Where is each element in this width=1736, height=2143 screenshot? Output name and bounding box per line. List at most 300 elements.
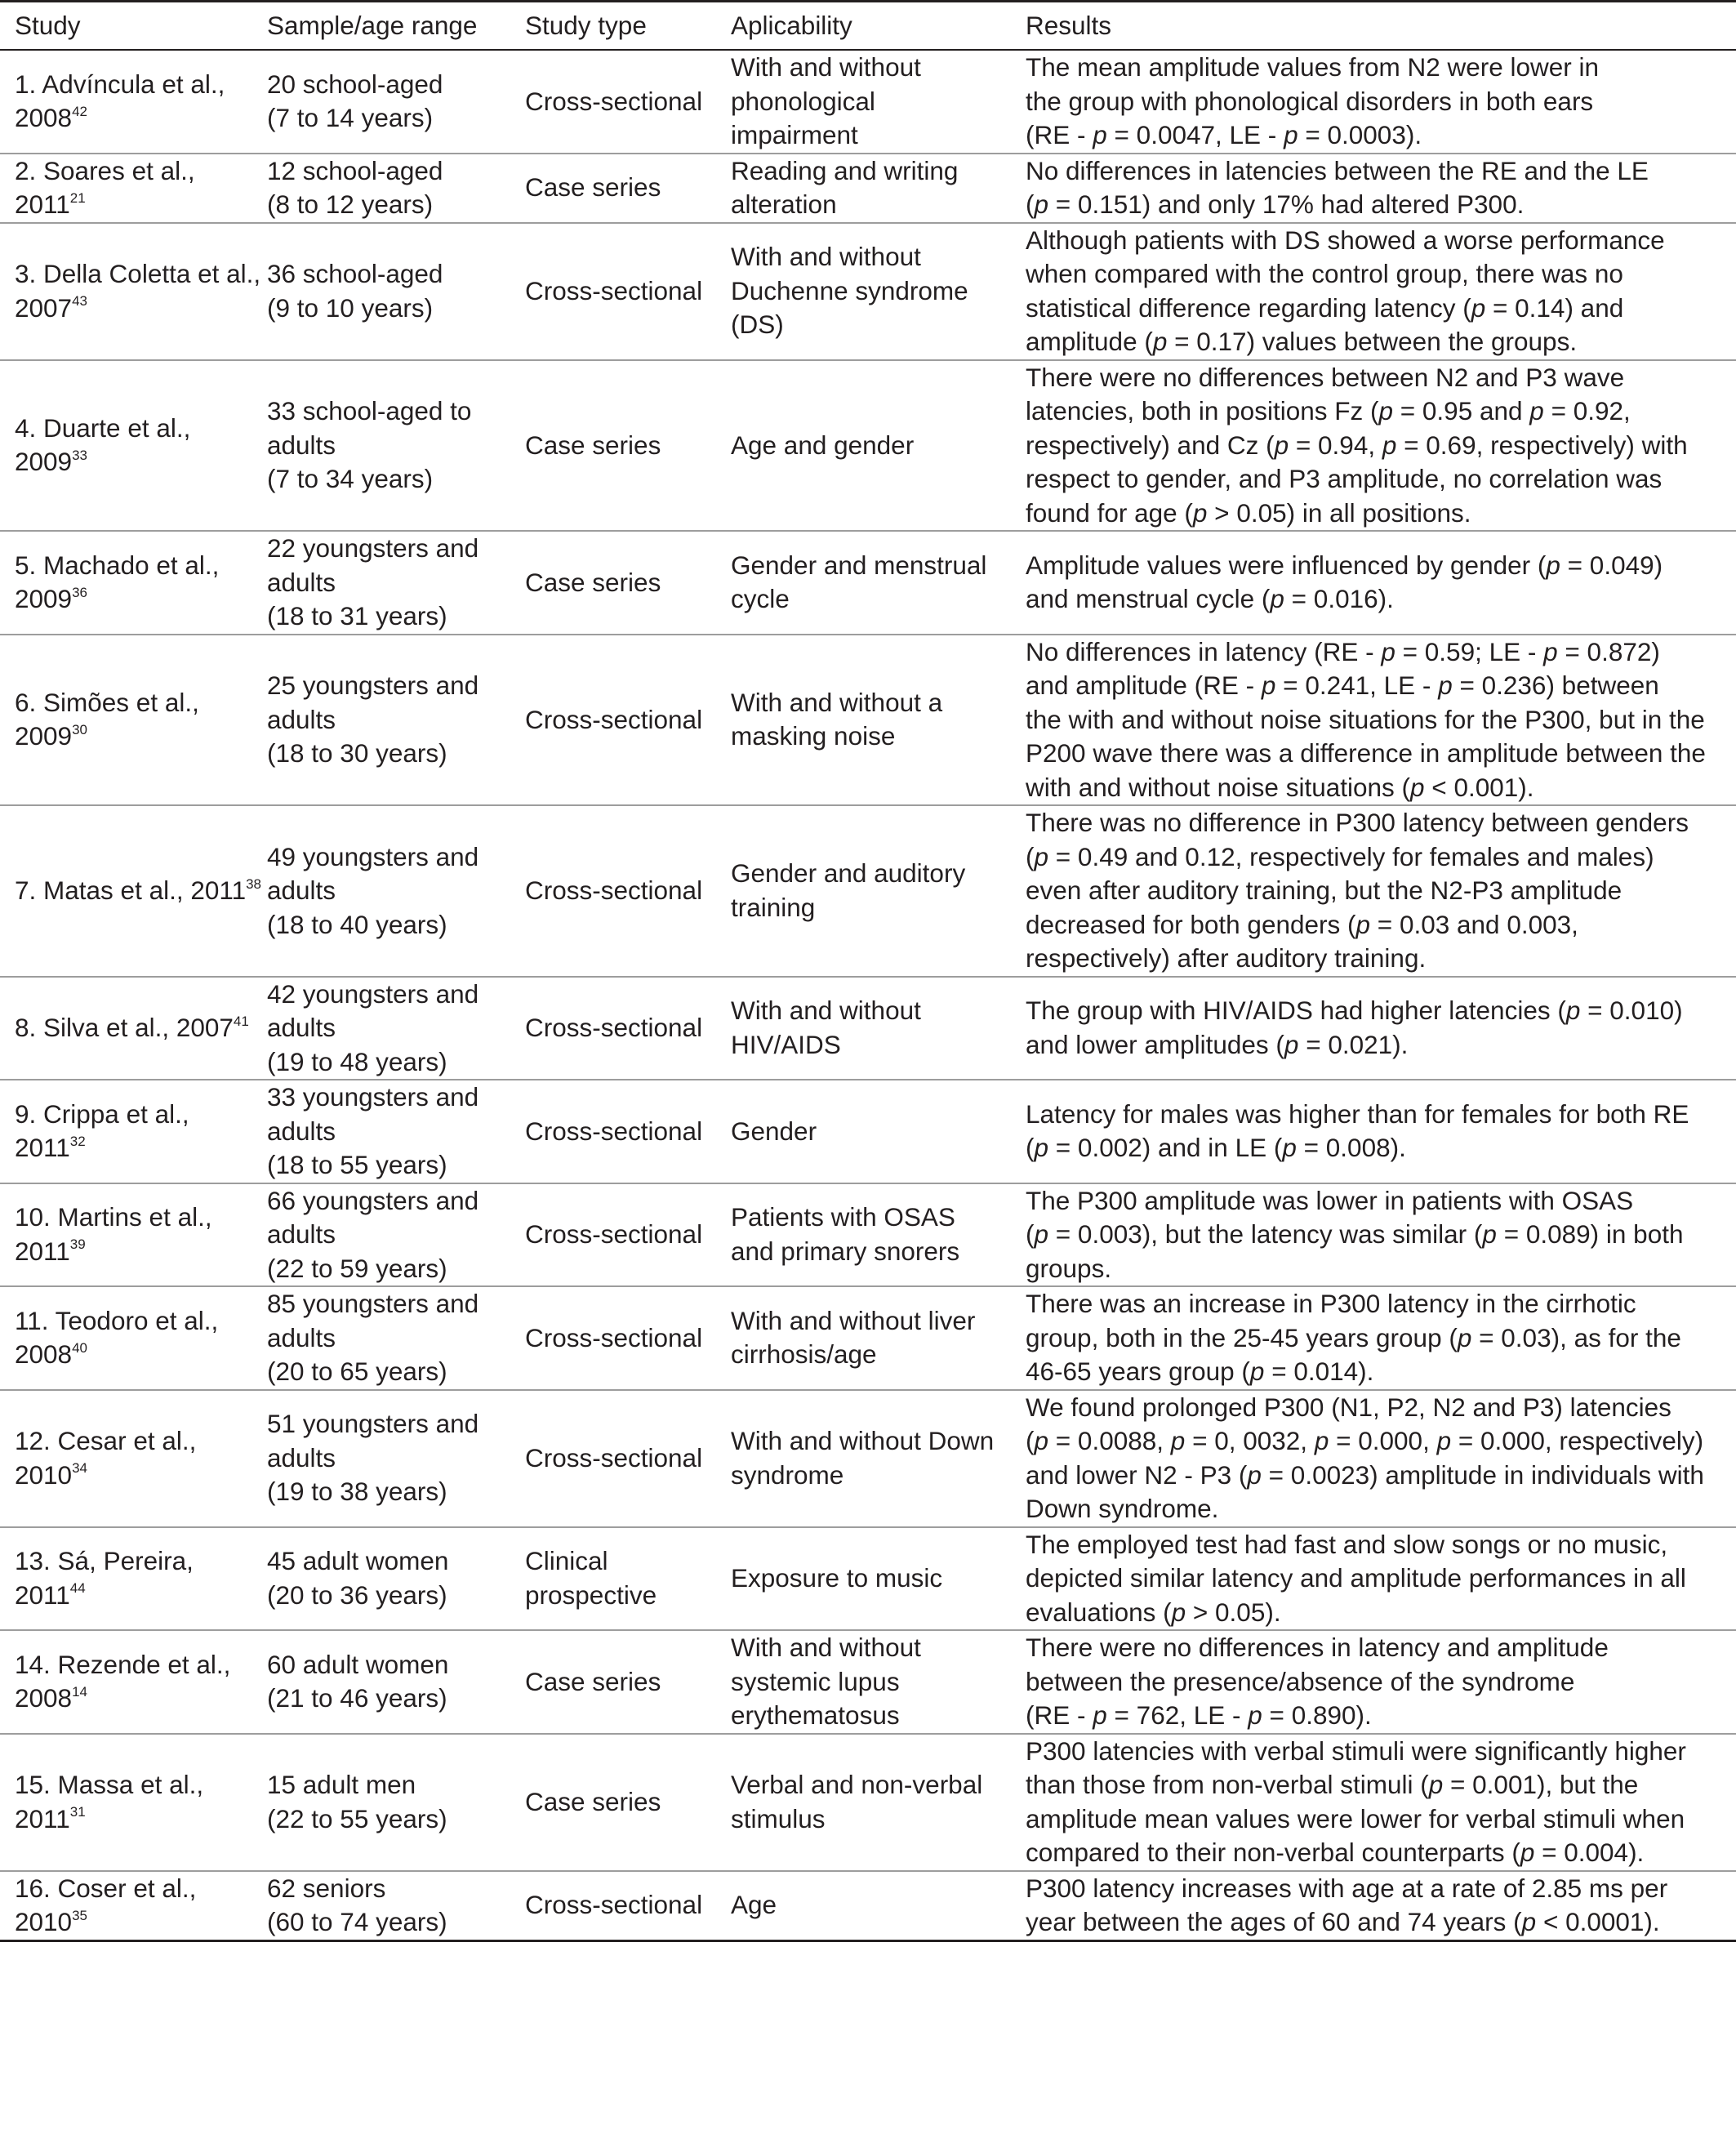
sample-cell-line: (20 to 65 years) bbox=[267, 1357, 447, 1386]
p-value-symbol: p bbox=[1034, 841, 1049, 871]
applicability-cell-line: Duchenne syndrome bbox=[731, 275, 968, 305]
sample-cell bbox=[267, 805, 525, 977]
table-row bbox=[0, 1630, 1736, 1734]
study-cell bbox=[0, 1527, 267, 1631]
study-cell-line: 16. Coser et al., bbox=[15, 1873, 197, 1903]
header-sample: Sample/age range bbox=[267, 2, 525, 51]
table-row bbox=[0, 154, 1736, 223]
sample-cell-line: 66 youngsters and bbox=[267, 1185, 479, 1215]
study-cell bbox=[0, 154, 267, 223]
p-value-symbol: p bbox=[1034, 1426, 1049, 1455]
applicability-cell-line: impairment bbox=[731, 120, 858, 149]
reference-number: 40 bbox=[72, 1339, 87, 1356]
study-cell-line: 2011$^{44}$ bbox=[15, 1579, 86, 1610]
study-cell bbox=[0, 1183, 267, 1287]
results-cell-line: (RE - p = 0.0047, LE - p = 0.0003). bbox=[1026, 120, 1422, 149]
p-value-symbol: p bbox=[1546, 550, 1560, 580]
results-cell-line: between the presence/absence of the syndrome bbox=[1026, 1666, 1575, 1696]
sample-cell bbox=[267, 531, 525, 635]
sample-cell-line: (60 to 74 years) bbox=[267, 1907, 447, 1936]
results-cell-line: the group with phonological disorders in both ears bbox=[1026, 86, 1594, 116]
applicability-cell-line: With and without bbox=[731, 242, 921, 272]
p-value-symbol: p bbox=[1284, 120, 1298, 149]
sample-cell-line: adults bbox=[267, 875, 336, 905]
sample-cell bbox=[267, 360, 525, 532]
table-row bbox=[0, 223, 1736, 360]
p-value-symbol: p bbox=[1282, 1133, 1297, 1163]
applicability-cell-line: Age and gender bbox=[731, 430, 915, 460]
results-cell bbox=[1026, 635, 1736, 806]
sample-cell-line: 51 youngsters and bbox=[267, 1409, 479, 1439]
sample-cell-line: (19 to 38 years) bbox=[267, 1477, 447, 1507]
study-cell-line: 1. Advíncula et al., bbox=[15, 69, 225, 99]
p-value-symbol: p bbox=[1543, 636, 1558, 666]
reference-number: 31 bbox=[69, 1804, 86, 1820]
p-value-symbol: p bbox=[1261, 671, 1276, 700]
sample-cell-line: (20 to 36 years) bbox=[267, 1579, 447, 1610]
header-results: Results bbox=[1026, 2, 1736, 51]
table-row bbox=[0, 1080, 1736, 1183]
sample-cell-line: 60 adult women bbox=[267, 1649, 449, 1679]
study-cell bbox=[0, 1390, 267, 1527]
table-row bbox=[0, 977, 1736, 1080]
applicability-cell bbox=[731, 805, 1026, 977]
results-cell-line: respect to gender, and P3 amplitude, no correlation was bbox=[1026, 464, 1663, 493]
study-cell-line: 2008$^{14}$ bbox=[15, 1683, 87, 1713]
results-cell-line: when compared with the control group, there was no bbox=[1026, 259, 1623, 288]
results-cell bbox=[1026, 977, 1736, 1080]
results-cell bbox=[1026, 1734, 1736, 1871]
results-cell-line: There was no difference in P300 latency between genders bbox=[1026, 808, 1689, 837]
study-type-cell bbox=[525, 1527, 731, 1631]
study-cell bbox=[0, 223, 267, 360]
sample-cell-line: (22 to 55 years) bbox=[267, 1803, 447, 1833]
study-cell-line: 2011$^{39}$ bbox=[15, 1236, 86, 1266]
table-row bbox=[0, 531, 1736, 635]
applicability-cell-line: erythematosus bbox=[731, 1700, 900, 1730]
study-cell-line: 5. Machado et al., bbox=[15, 550, 220, 580]
results-cell-line: latencies, both in positions Fz (p = 0.95 and p = 0.92, bbox=[1026, 396, 1631, 425]
applicability-cell-line: systemic lupus bbox=[731, 1666, 900, 1696]
p-value-symbol: p bbox=[1249, 1357, 1265, 1386]
sample-cell-line: (22 to 59 years) bbox=[267, 1253, 447, 1283]
results-cell bbox=[1026, 1390, 1736, 1527]
applicability-cell bbox=[731, 223, 1026, 360]
p-value-symbol: p bbox=[1270, 584, 1284, 614]
sample-cell-line: (18 to 40 years) bbox=[267, 909, 447, 939]
study-cell bbox=[0, 50, 267, 154]
p-value-symbol: p bbox=[1093, 1700, 1107, 1730]
sample-cell-line: adults bbox=[267, 1013, 336, 1042]
results-cell-line: The group with HIV/AIDS had higher latencies (p = 0.010) bbox=[1026, 996, 1683, 1026]
study-cell-line: 14. Rezende et al., bbox=[15, 1649, 231, 1679]
applicability-cell bbox=[731, 1734, 1026, 1871]
study-cell-line: 11. Teodoro et al., bbox=[15, 1305, 219, 1335]
p-value-symbol: p bbox=[1529, 396, 1544, 425]
sample-cell-line: (21 to 46 years) bbox=[267, 1683, 447, 1713]
sample-cell-line: 62 seniors bbox=[267, 1873, 386, 1903]
reference-number: 35 bbox=[72, 1907, 87, 1923]
study-cell bbox=[0, 805, 267, 977]
results-cell-line: Amplitude values were influenced by gender (p = 0.049) bbox=[1026, 550, 1663, 580]
results-cell-line: respectively) and Cz (p = 0.94, p = 0.69, respectively) with bbox=[1026, 430, 1688, 460]
results-cell-line: evaluations (p > 0.05). bbox=[1026, 1597, 1281, 1627]
results-cell-line: compared to their non-verbal counterparts (p = 0.004). bbox=[1026, 1838, 1645, 1867]
table-body bbox=[0, 50, 1736, 1940]
applicability-cell-line: (DS) bbox=[731, 310, 784, 340]
table-row bbox=[0, 360, 1736, 532]
study-cell-line: 2. Soares et al., bbox=[15, 155, 195, 185]
study-cell-line: 2010$^{34}$ bbox=[15, 1459, 87, 1490]
results-cell bbox=[1026, 360, 1736, 532]
results-cell-line: with and without noise situations (p < 0.001). bbox=[1026, 772, 1534, 802]
study-type-cell-line: Cross-sectional bbox=[525, 1116, 703, 1146]
applicability-cell-line: Verbal and non-verbal bbox=[731, 1770, 983, 1799]
results-cell-line: group, both in the 25-45 years group (p = 0.03), as for the bbox=[1026, 1322, 1681, 1352]
study-type-cell-line: Cross-sectional bbox=[525, 86, 703, 116]
sample-cell bbox=[267, 223, 525, 360]
sample-cell-line: 12 school-aged bbox=[267, 155, 443, 185]
study-cell-line: 9. Crippa et al., bbox=[15, 1098, 189, 1129]
applicability-cell bbox=[731, 977, 1026, 1080]
study-cell bbox=[0, 1871, 267, 1941]
sample-cell-line: 22 youngsters and bbox=[267, 533, 479, 563]
p-value-symbol: p bbox=[1521, 1907, 1537, 1936]
results-cell-line: amplitude (p = 0.17) values between the groups. bbox=[1026, 327, 1578, 356]
study-type-cell bbox=[525, 977, 731, 1080]
study-type-cell bbox=[525, 1630, 731, 1734]
sample-cell bbox=[267, 1286, 525, 1390]
sample-cell-line: 15 adult men bbox=[267, 1770, 416, 1799]
applicability-cell-line: With and without bbox=[731, 52, 921, 82]
study-type-cell bbox=[525, 1080, 731, 1183]
study-cell-line: 2007$^{43}$ bbox=[15, 292, 87, 323]
study-type-cell-line: Cross-sectional bbox=[525, 1442, 703, 1472]
results-cell-line: even after auditory training, but the N2-P3 amplitude bbox=[1026, 875, 1622, 905]
p-value-symbol: p bbox=[1355, 909, 1371, 939]
reference-number: 38 bbox=[246, 875, 262, 892]
results-cell-line: There were no differences between N2 and P3 wave bbox=[1026, 362, 1625, 392]
study-type-cell bbox=[525, 1286, 731, 1390]
sample-cell-line: adults bbox=[267, 1442, 336, 1472]
table-row bbox=[0, 635, 1736, 806]
study-cell-line: 7. Matas et al., 2011$^{38}$ bbox=[15, 875, 262, 905]
study-cell bbox=[0, 1286, 267, 1390]
p-value-symbol: p bbox=[1284, 1029, 1299, 1059]
sample-cell bbox=[267, 1080, 525, 1183]
results-cell-line: (p = 0.003), but the latency was similar (p = 0.089) in both bbox=[1026, 1219, 1684, 1249]
reference-number: 42 bbox=[72, 103, 87, 119]
reference-number: 30 bbox=[72, 721, 87, 737]
study-cell-line: 10. Martins et al., bbox=[15, 1202, 212, 1232]
sample-cell-line: (7 to 34 years) bbox=[267, 464, 434, 493]
p-value-symbol: p bbox=[1248, 1700, 1262, 1730]
study-type-cell bbox=[525, 154, 731, 223]
study-type-cell bbox=[525, 531, 731, 635]
p-value-symbol: p bbox=[1436, 1426, 1452, 1455]
p-value-symbol: p bbox=[1457, 1322, 1472, 1352]
results-cell bbox=[1026, 223, 1736, 360]
p-value-symbol: p bbox=[1471, 292, 1486, 323]
study-type-cell-line: Cross-sectional bbox=[525, 1890, 703, 1920]
sample-cell-line: 20 school-aged bbox=[267, 69, 443, 99]
header-row bbox=[0, 2, 1736, 51]
study-cell-line: 2011$^{31}$ bbox=[15, 1803, 86, 1833]
applicability-cell-line: alteration bbox=[731, 189, 837, 219]
sample-cell bbox=[267, 977, 525, 1080]
study-type-cell-line: Cross-sectional bbox=[525, 875, 703, 905]
applicability-cell-line: and primary snorers bbox=[731, 1236, 960, 1266]
applicability-cell-line: cirrhosis/age bbox=[731, 1339, 877, 1370]
results-cell-line: statistical difference regarding latency (p = 0.14) and bbox=[1026, 292, 1624, 323]
p-value-symbol: p bbox=[1034, 189, 1049, 219]
sample-cell-line: adults bbox=[267, 430, 336, 460]
sample-cell-line: adults bbox=[267, 1116, 336, 1146]
applicability-cell-line: masking noise bbox=[731, 721, 896, 751]
sample-cell bbox=[267, 1390, 525, 1527]
reference-number: 33 bbox=[72, 447, 87, 463]
applicability-cell-line: With and without bbox=[731, 1633, 921, 1662]
results-cell-line: year between the ages of 60 and 74 years (p < 0.0001). bbox=[1026, 1907, 1660, 1936]
p-value-symbol: p bbox=[1247, 1459, 1262, 1490]
study-type-cell bbox=[525, 1734, 731, 1871]
study-type-cell bbox=[525, 50, 731, 154]
study-type-cell-line: Cross-sectional bbox=[525, 1013, 703, 1042]
study-cell-line: 2011$^{21}$ bbox=[15, 189, 86, 219]
results-cell-line: There was an increase in P300 latency in the cirrhotic bbox=[1026, 1289, 1636, 1318]
results-cell-line: Down syndrome. bbox=[1026, 1494, 1219, 1523]
applicability-cell-line: HIV/AIDS bbox=[731, 1029, 841, 1059]
sample-cell-line: (8 to 12 years) bbox=[267, 189, 434, 219]
results-cell bbox=[1026, 50, 1736, 154]
p-value-symbol: p bbox=[1093, 120, 1107, 149]
results-cell-line: than those from non-verbal stimuli (p = 0.001), but the bbox=[1026, 1770, 1639, 1799]
study-cell bbox=[0, 360, 267, 532]
results-cell-line: decreased for both genders (p = 0.03 and 0.003, bbox=[1026, 909, 1578, 939]
results-cell-line: respectively) after auditory training. bbox=[1026, 943, 1427, 973]
results-cell-line: depicted similar latency and amplitude performances in all bbox=[1026, 1563, 1686, 1593]
results-cell-line: (p = 0.0088, p = 0, 0032, p = 0.000, p = 0.000, respectively) bbox=[1026, 1426, 1704, 1455]
sample-cell-line: (18 to 31 years) bbox=[267, 601, 447, 630]
table-row bbox=[0, 1286, 1736, 1390]
applicability-cell-line: Exposure to music bbox=[731, 1563, 943, 1593]
sample-cell-line: adults bbox=[267, 1322, 336, 1352]
header-applicability: Aplicability bbox=[731, 2, 1026, 51]
applicability-cell bbox=[731, 1080, 1026, 1183]
results-cell bbox=[1026, 154, 1736, 223]
table-row bbox=[0, 1871, 1736, 1941]
reference-number: 43 bbox=[72, 293, 87, 309]
results-cell-line: There were no differences in latency and amplitude bbox=[1026, 1633, 1609, 1662]
sample-cell-line: (18 to 55 years) bbox=[267, 1150, 447, 1179]
results-cell-line: The mean amplitude values from N2 were lower in bbox=[1026, 52, 1600, 82]
sample-cell bbox=[267, 154, 525, 223]
results-cell bbox=[1026, 1183, 1736, 1287]
p-value-symbol: p bbox=[1381, 636, 1395, 666]
results-cell-line: (RE - p = 762, LE - p = 0.890). bbox=[1026, 1700, 1372, 1730]
sample-cell-line: (7 to 14 years) bbox=[267, 103, 434, 133]
p-value-symbol: p bbox=[1410, 772, 1425, 802]
study-type-cell bbox=[525, 360, 731, 532]
applicability-cell bbox=[731, 50, 1026, 154]
applicability-cell bbox=[731, 531, 1026, 635]
study-cell-line: 4. Duarte et al., bbox=[15, 412, 191, 443]
sample-cell-line: 85 youngsters and bbox=[267, 1289, 479, 1318]
applicability-cell bbox=[731, 1286, 1026, 1390]
reference-number: 21 bbox=[69, 189, 86, 206]
study-cell-line: 2009$^{30}$ bbox=[15, 721, 87, 751]
p-value-symbol: p bbox=[1565, 996, 1581, 1026]
reference-number: 44 bbox=[69, 1580, 86, 1597]
sample-cell bbox=[267, 1527, 525, 1631]
results-cell-line: the with and without noise situations for the P300, but in the bbox=[1026, 704, 1705, 734]
study-type-cell bbox=[525, 223, 731, 360]
applicability-cell-line: With and without a bbox=[731, 687, 943, 717]
study-cell bbox=[0, 1734, 267, 1871]
results-cell-line: (p = 0.002) and in LE (p = 0.008). bbox=[1026, 1133, 1406, 1163]
study-cell bbox=[0, 531, 267, 635]
results-cell bbox=[1026, 805, 1736, 977]
results-cell bbox=[1026, 1527, 1736, 1631]
p-value-symbol: p bbox=[1034, 1219, 1049, 1249]
table-row bbox=[0, 1390, 1736, 1527]
p-value-symbol: p bbox=[1170, 1426, 1186, 1455]
p-value-symbol: p bbox=[1314, 1426, 1329, 1455]
study-cell-line: 12. Cesar et al., bbox=[15, 1426, 197, 1455]
results-cell-line: P300 latencies with verbal stimuli were significantly higher bbox=[1026, 1735, 1686, 1766]
p-value-symbol: p bbox=[1382, 430, 1397, 460]
applicability-cell-line: syndrome bbox=[731, 1459, 844, 1490]
sample-cell-line: 49 youngsters and bbox=[267, 841, 479, 871]
applicability-cell-line: phonological bbox=[731, 86, 875, 116]
study-cell-line: 2009$^{33}$ bbox=[15, 447, 87, 477]
applicability-cell bbox=[731, 635, 1026, 806]
study-cell-line: 2011$^{32}$ bbox=[15, 1133, 86, 1163]
p-value-symbol: p bbox=[1274, 430, 1289, 460]
study-type-cell-line: Clinical bbox=[525, 1546, 608, 1576]
results-cell-line: (p = 0.151) and only 17% had altered P300. bbox=[1026, 189, 1525, 219]
study-cell-line: 8. Silva et al., 2007$^{41}$ bbox=[15, 1013, 249, 1042]
results-cell-line: The P300 amplitude was lower in patients with OSAS bbox=[1026, 1185, 1634, 1215]
sample-cell bbox=[267, 50, 525, 154]
sample-cell bbox=[267, 1734, 525, 1871]
sample-cell bbox=[267, 1183, 525, 1287]
study-cell-line: 2008$^{42}$ bbox=[15, 103, 87, 133]
table-row bbox=[0, 1734, 1736, 1871]
p-value-symbol: p bbox=[1171, 1597, 1186, 1627]
study-type-cell-line: Cross-sectional bbox=[525, 1322, 703, 1352]
applicability-cell bbox=[731, 1183, 1026, 1287]
applicability-cell bbox=[731, 1527, 1026, 1631]
applicability-cell-line: cycle bbox=[731, 584, 790, 614]
applicability-cell-line: Gender and auditory bbox=[731, 858, 966, 889]
results-cell-line: (p = 0.49 and 0.12, respectively for females and males) bbox=[1026, 841, 1654, 871]
applicability-cell-line: stimulus bbox=[731, 1803, 826, 1833]
applicability-cell-line: With and without liver bbox=[731, 1305, 976, 1335]
sample-cell-line: (9 to 10 years) bbox=[267, 292, 434, 323]
study-type-cell-line: Case series bbox=[525, 1786, 661, 1816]
sample-cell-line: 33 school-aged to bbox=[267, 396, 472, 425]
table-row bbox=[0, 1527, 1736, 1631]
table-row bbox=[0, 1183, 1736, 1287]
results-cell-line: 46-65 years group (p = 0.014). bbox=[1026, 1357, 1374, 1386]
results-cell-line: and menstrual cycle (p = 0.016). bbox=[1026, 584, 1394, 614]
results-cell bbox=[1026, 1871, 1736, 1941]
study-type-cell-line: Cross-sectional bbox=[525, 275, 703, 305]
p-value-symbol: p bbox=[1192, 497, 1208, 528]
results-cell bbox=[1026, 1630, 1736, 1734]
study-cell-line: 2009$^{36}$ bbox=[15, 584, 87, 614]
applicability-cell bbox=[731, 1390, 1026, 1527]
sample-cell-line: (19 to 48 years) bbox=[267, 1046, 447, 1076]
study-type-cell-line: Cross-sectional bbox=[525, 1219, 703, 1249]
study-cell bbox=[0, 635, 267, 806]
results-cell-line: No differences in latency (RE - p = 0.59; LE - p = 0.872) bbox=[1026, 636, 1660, 666]
applicability-cell-line: Age bbox=[731, 1890, 777, 1920]
reference-number: 41 bbox=[233, 1013, 249, 1029]
study-cell-line: 6. Simões et al., bbox=[15, 687, 199, 717]
applicability-cell-line: Patients with OSAS bbox=[731, 1202, 955, 1232]
study-type-cell-line: prospective bbox=[525, 1579, 657, 1610]
applicability-cell-line: training bbox=[731, 892, 816, 922]
results-cell-line: No differences in latencies between the RE and the LE bbox=[1026, 155, 1649, 185]
results-cell bbox=[1026, 531, 1736, 635]
sample-cell bbox=[267, 635, 525, 806]
results-cell-line: Although patients with DS showed a worse performance bbox=[1026, 225, 1665, 255]
p-value-symbol: p bbox=[1520, 1838, 1535, 1867]
study-cell bbox=[0, 977, 267, 1080]
study-type-cell-line: Case series bbox=[525, 567, 661, 597]
study-cell-line: 2010$^{35}$ bbox=[15, 1907, 87, 1936]
results-cell-line: P300 latency increases with age at a rate of 2.85 ms per bbox=[1026, 1873, 1668, 1903]
sample-cell-line: 42 youngsters and bbox=[267, 978, 479, 1009]
results-cell-line: amplitude mean values were lower for verbal stimuli when bbox=[1026, 1803, 1685, 1833]
applicability-cell-line: Gender bbox=[731, 1116, 817, 1146]
results-cell-line: Latency for males was higher than for females for both RE bbox=[1026, 1098, 1689, 1129]
applicability-cell-line: Reading and writing bbox=[731, 155, 959, 185]
sample-cell-line: 45 adult women bbox=[267, 1546, 449, 1576]
sample-cell-line: (18 to 30 years) bbox=[267, 738, 447, 768]
results-cell bbox=[1026, 1080, 1736, 1183]
p-value-symbol: p bbox=[1482, 1219, 1497, 1249]
results-cell-line: and lower amplitudes (p = 0.021). bbox=[1026, 1029, 1409, 1059]
reference-number: 39 bbox=[69, 1236, 86, 1253]
study-type-cell bbox=[525, 1390, 731, 1527]
sample-cell bbox=[267, 1871, 525, 1941]
study-type-cell-line: Case series bbox=[525, 1666, 661, 1696]
study-cell-line: 15. Massa et al., bbox=[15, 1770, 204, 1799]
p-value-symbol: p bbox=[1428, 1770, 1444, 1799]
sample-cell-line: adults bbox=[267, 1219, 336, 1249]
p-value-symbol: p bbox=[1152, 327, 1168, 356]
sample-cell-line: adults bbox=[267, 567, 336, 597]
results-cell-line: and lower N2 - P3 (p = 0.0023) amplitude in individuals with bbox=[1026, 1459, 1704, 1490]
header-study-type: Study type bbox=[525, 2, 731, 51]
applicability-cell-line: Gender and menstrual bbox=[731, 550, 987, 580]
reference-number: 32 bbox=[69, 1133, 86, 1149]
reference-number: 14 bbox=[72, 1683, 87, 1700]
reference-number: 34 bbox=[72, 1460, 87, 1476]
table-row bbox=[0, 805, 1736, 977]
study-type-cell-line: Case series bbox=[525, 172, 661, 203]
p-value-symbol: p bbox=[1378, 396, 1393, 425]
study-type-cell-line: Cross-sectional bbox=[525, 704, 703, 734]
study-type-cell bbox=[525, 1183, 731, 1287]
results-cell-line: The employed test had fast and slow songs or no music, bbox=[1026, 1529, 1668, 1559]
table-row bbox=[0, 50, 1736, 154]
study-cell bbox=[0, 1630, 267, 1734]
study-cell-line: 2008$^{40}$ bbox=[15, 1339, 87, 1370]
